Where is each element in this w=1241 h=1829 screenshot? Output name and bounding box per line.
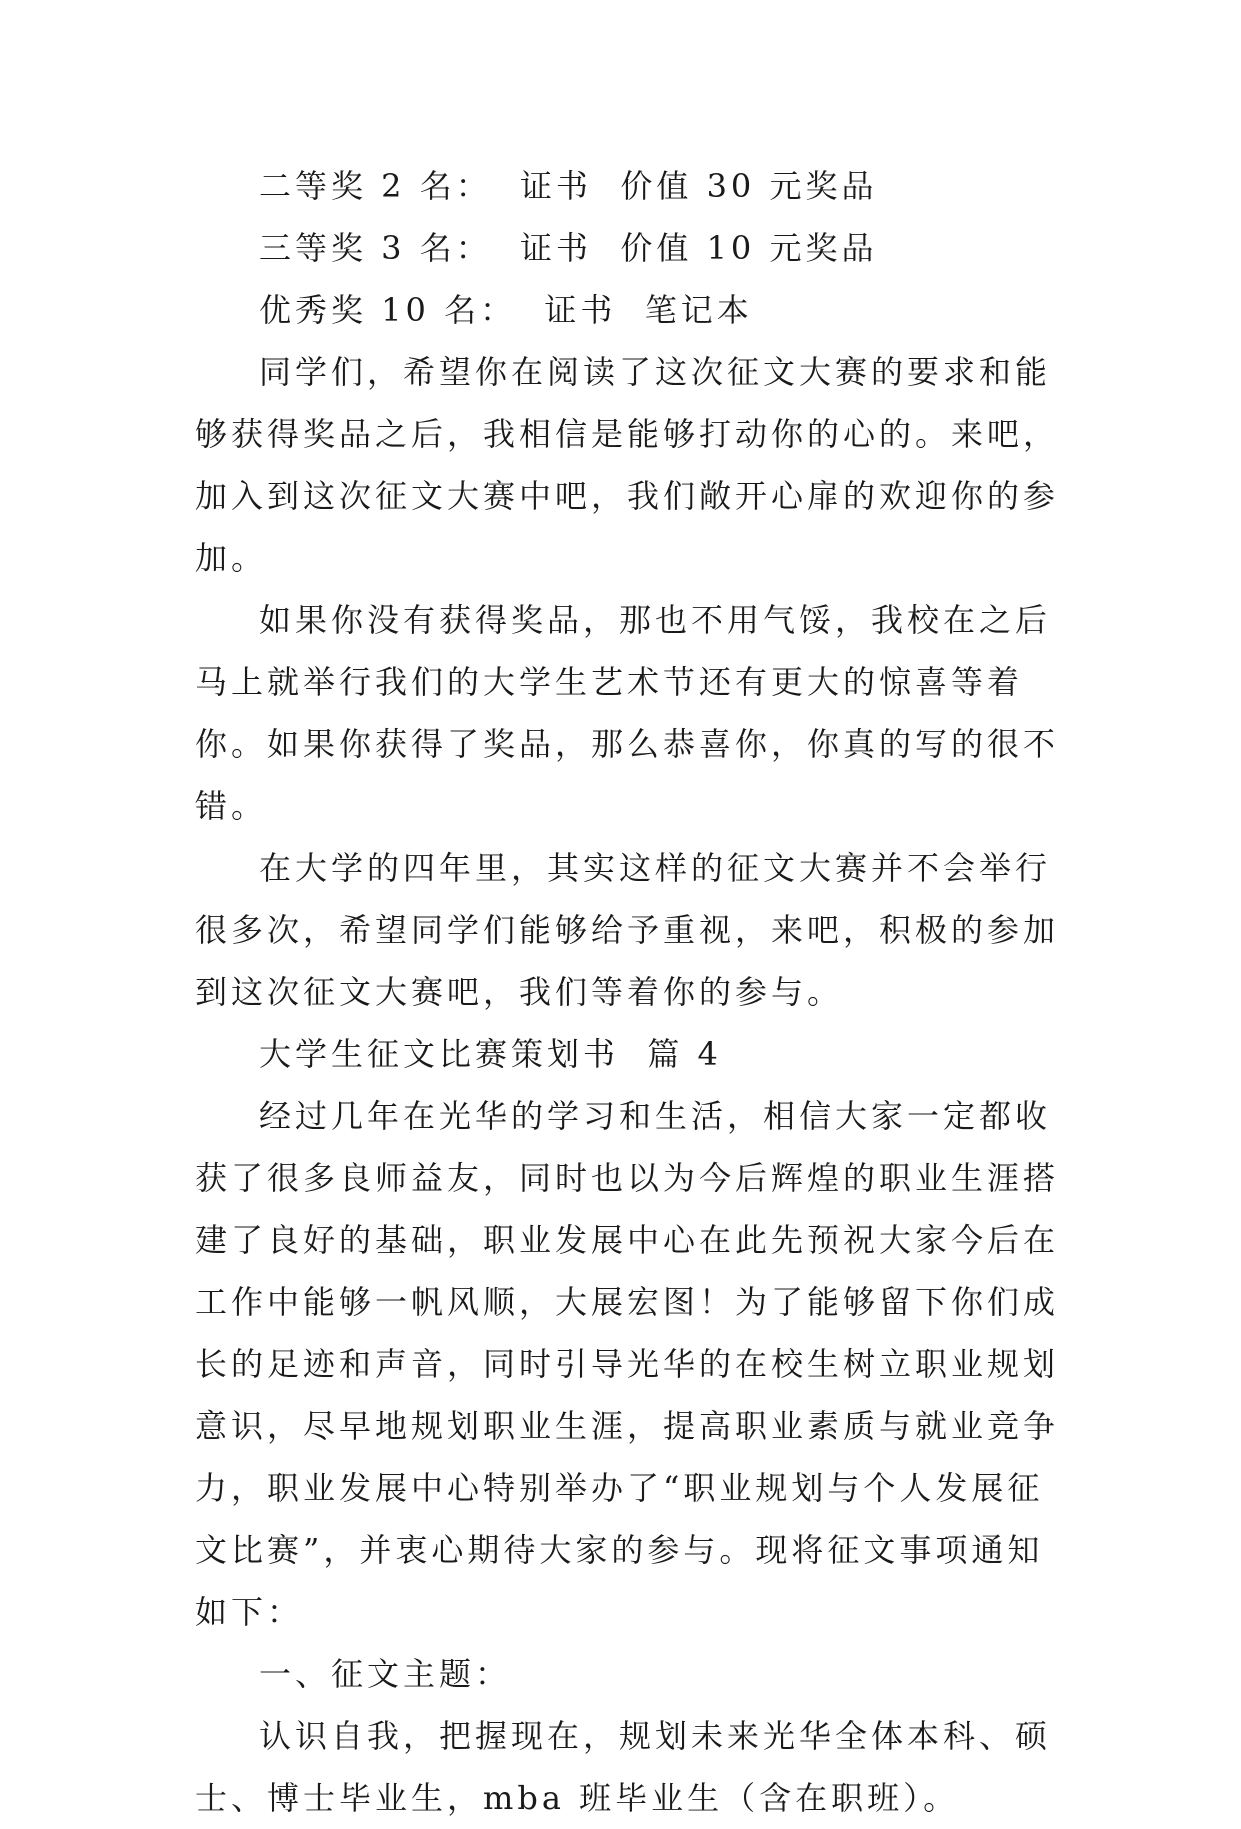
document-body <box>195 155 1075 1829</box>
subheading-theme: 一、征文主题： <box>259 1655 512 1693</box>
paragraph-theme: 认识自我，把握现在，规划未来光华全体本科、硕士、博士毕业生，mba 班毕业生（含在职班）。 <box>195 1717 1052 1817</box>
paragraph-introduction: 经过几年在光华的学习和生活，相信大家一定都收获了很多良师益友，同时也以为今后辉煌的职业生涯搭建了良好的基础，职业发展中心在此先预祝大家今后在工作中能够一帆风顺，大展宏图！为了能够留下你们成长的足迹和声音，同时引导光华的在校生树立职业规划意识，尽早地规划职业生涯，提高职业素质与就业竞争力，职业发展中心特别举办了“职业规划与个人发展征文比赛”，并衷心期待大家的参与。现将征文事项通知如下： <box>195 1097 1060 1631</box>
prize-excellence-line: 优秀奖 10 名： 证书 笔记本 <box>259 291 753 329</box>
section-heading: 大学生征文比赛策划书 篇 4 <box>259 1035 722 1073</box>
paragraph-invitation: 同学们，希望你在阅读了这次征文大赛的要求和能够获得奖品之后，我相信是能够打动你的心的。来吧，加入到这次征文大赛中吧，我们敞开心扉的欢迎你的参加。 <box>195 353 1060 577</box>
paragraph-consolation: 如果你没有获得奖品，那也不用气馁，我校在之后马上就举行我们的大学生艺术节还有更大的惊喜等着你。如果你获得了奖品，那么恭喜你，你真的写的很不错。 <box>195 601 1060 825</box>
prize-second-line: 二等奖 2 名： 证书 价值 30 元奖品 <box>259 167 878 205</box>
paragraph-encouragement: 在大学的四年里，其实这样的征文大赛并不会举行很多次，希望同学们能够给予重视，来吧，积极的参加到这次征文大赛吧，我们等着你的参与。 <box>195 849 1060 1011</box>
prize-third-line: 三等奖 3 名： 证书 价值 10 元奖品 <box>259 229 878 267</box>
